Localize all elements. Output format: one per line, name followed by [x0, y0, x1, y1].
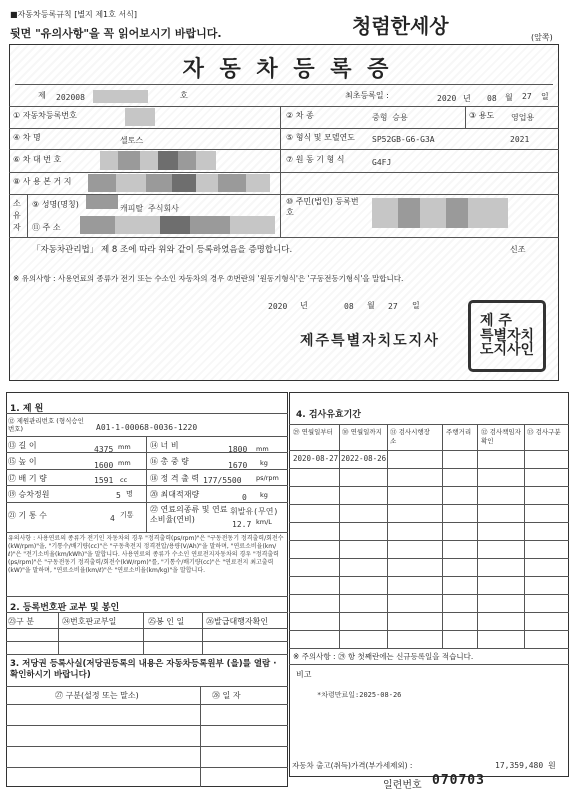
- redacted-vin-6: [196, 151, 216, 170]
- inspection-col-to: ㉚ 연월일까지: [342, 428, 382, 436]
- redacted-owner-name: [86, 195, 118, 209]
- gross-weight-value: 1670: [228, 461, 248, 470]
- height-label: ⑮ 높 이: [8, 457, 37, 466]
- reg-no-prefix: 제: [38, 91, 46, 100]
- remarks-label: 비고: [296, 670, 312, 679]
- redacted-address-5: [230, 216, 275, 234]
- redacted-location-6: [218, 174, 246, 192]
- redacted-location-5: [196, 174, 218, 192]
- redacted-resident-5: [468, 198, 494, 228]
- owner-name-label: ⑨ 성명(명칭): [32, 200, 79, 209]
- max-load-value: 0: [242, 493, 247, 502]
- inspection-col-inspector: ㉜ 검사책임자 확인: [481, 428, 521, 445]
- price-unit: 원: [548, 761, 556, 770]
- price-label: 자동차 출고(취득)가격(부가세제외) :: [292, 761, 413, 770]
- issue-month-unit: 월: [367, 301, 375, 310]
- inspection-col-type: ㉝ 검사구분: [527, 428, 561, 436]
- spec-note: 유의사항 : 사용연료의 종류가 전기인 자동차의 경우 "정격출력(ps/rpm)"은 "구동전동기 정격출력/회전수(kW/rpm)"을, "기통수/배기량(cc)"은 "구동축전지 정격전압/용량(V/Ah)"을 말하며, "연료소비율(km/ℓ)"은 "전기소비율(km/kWh)"을 말합니다. 사용연료의 종류가 수소인 연료전지자동차의 경우 "정격출력(ps/rpm)"은 "구동전동기 정격출력/회전수(kW/rpm)"를, "기통수/배기량(cc)"은 "연료전지 최고출력(kW)"을 말하며, "연료소비율(km/ℓ)"은 "연료소비율(km/kg)"을 말합니다.: [8, 535, 284, 574]
- issue-year: 2020: [268, 302, 288, 311]
- first-reg-year: 2020: [437, 94, 457, 103]
- redacted-location-7: [246, 174, 270, 192]
- redacted-vehicle-number: [125, 108, 155, 126]
- width-value: 1800: [228, 445, 248, 454]
- vehicle-reg-number-label: ① 자동차등록번호: [13, 111, 77, 120]
- inspection-col-place: ㉛ 검사시행장소: [390, 428, 430, 445]
- issue-day-unit: 일: [412, 301, 420, 310]
- vehicle-name-value: 셀토스: [120, 136, 144, 145]
- fuel-efficiency-label: ㉒ 연료의종류 및 연료소비율(연비): [150, 505, 228, 524]
- plates-col-agent: ㉖발급대행자확인: [206, 617, 269, 626]
- regulation-reference: ■자동차등록규칙 [별지 제1호 서식]: [10, 10, 137, 19]
- width-label: ⑭ 너 비: [150, 441, 179, 450]
- redacted-location-4: [172, 174, 196, 192]
- redacted-vin-3: [140, 151, 158, 170]
- vehicle-name-label: ④ 차 명: [13, 133, 41, 142]
- certification-text: 「자동차관리법」 제 8 조에 따라 위와 같이 등록하였음을 증명합니다.: [32, 245, 293, 255]
- document-title: 자 동 차 등 록 증: [182, 56, 393, 82]
- plates-col-sealed: ㉕봉 인 일: [148, 617, 185, 626]
- gross-weight-unit: kg: [260, 459, 268, 467]
- serial-number: 070703: [432, 773, 485, 788]
- redacted-vin-5: [178, 151, 196, 170]
- redacted-address-4: [190, 216, 230, 234]
- fuel-efficiency-unit: km/L: [256, 518, 272, 526]
- redacted-address-2: [115, 216, 160, 234]
- resident-number-label: ⑩ 주민(법인) 등록번호: [286, 197, 359, 217]
- address-label: ⑪ 주 소: [32, 223, 61, 232]
- length-label: ⑬ 길 이: [8, 441, 37, 450]
- redacted-location-2: [116, 174, 146, 192]
- width-unit: mm: [256, 445, 269, 453]
- new-vehicle-mark: 신조: [510, 245, 526, 254]
- length-value: 4375: [94, 445, 114, 454]
- inspection-caution: ※ 주의사항 : ㉙ 항 첫째란에는 신규등록일을 적습니다.: [293, 652, 474, 661]
- rated-power-unit: ps/rpm: [256, 474, 279, 482]
- height-unit: mm: [118, 459, 131, 467]
- vin-label: ⑥ 차 대 번 호: [13, 155, 62, 164]
- year-unit: 년: [463, 94, 471, 103]
- issuer-name: 제주특별자치도지사: [300, 333, 440, 349]
- owner-name-value: 캐피탈 주식회사: [120, 204, 179, 213]
- model-year-value: 2021: [510, 135, 530, 144]
- length-unit: mm: [118, 443, 131, 451]
- reg-no-value: 202008: [56, 93, 85, 102]
- gross-weight-label: ⑯ 총 중 량: [150, 457, 189, 466]
- spec-section-title: 1. 제 원: [10, 404, 44, 414]
- issue-day: 27: [388, 302, 398, 311]
- issue-year-unit: 년: [300, 301, 308, 310]
- engine-type-label: ⑦ 원 동 기 형 식: [286, 155, 345, 164]
- displacement-unit: cc: [120, 476, 128, 484]
- max-load-label: ⑳ 최대적재량: [150, 490, 200, 499]
- vehicle-class-value: 중형 승용: [372, 113, 408, 122]
- cylinders-value: 4: [110, 514, 115, 523]
- day-unit: 일: [541, 92, 549, 101]
- seating-value: 5: [116, 491, 121, 500]
- rated-power-value: 177/5500: [203, 476, 242, 485]
- first-reg-month: 08: [487, 94, 497, 103]
- fuel-efficiency-value: 12.7: [232, 520, 252, 529]
- brand-logo: 청렴한세상: [352, 14, 449, 38]
- usage-value: 영업용: [511, 113, 535, 122]
- remarks-value: *차령만료일:2025-08-26: [317, 691, 402, 699]
- redacted-resident-4: [446, 198, 468, 228]
- redacted-address-1: [80, 216, 115, 234]
- month-unit: 월: [505, 93, 513, 102]
- inspection-row1-to: 2022-08-26: [341, 454, 387, 463]
- front-side-label: (앞쪽): [531, 33, 553, 42]
- mortgage-col-date: ㉘ 일 자: [212, 691, 241, 700]
- plates-col-issued: ㉔번호판교부일: [62, 617, 117, 626]
- redacted-resident-6: [494, 198, 508, 228]
- inspection-col-mileage: 주행거리: [446, 428, 472, 436]
- redacted-vin-4: [158, 151, 178, 170]
- model-year-label: ⑤ 형식 및 모델연도: [286, 133, 355, 142]
- redacted-resident-2: [398, 198, 420, 228]
- seating-label: ⑲ 승차정원: [8, 490, 50, 499]
- mortgage-col-type: ㉗ 구분(설정 또는 말소): [55, 691, 139, 700]
- model-type-value: SP52GB-G6-G3A: [372, 135, 435, 144]
- base-location-label: ⑧ 사 용 본 거 지: [13, 177, 72, 186]
- rated-power-label: ⑱ 정 격 출 력: [150, 474, 200, 483]
- reg-no-suffix: 호: [180, 91, 188, 100]
- owner-label: 소유자: [13, 199, 21, 232]
- plates-col-type: ㉓구 분: [8, 617, 34, 626]
- first-reg-day: 27: [522, 92, 532, 101]
- usage-label: ③ 용도: [469, 111, 495, 120]
- engine-type-value: G4FJ: [372, 158, 392, 167]
- seating-unit: 명: [126, 490, 133, 498]
- fuel-caution: ※ 유의사항 : 사용연료의 종류가 전기 또는 수소인 자동차의 경우 ⑦번란의 '원동기형식'은 '구동전동기형식'을 말합니다.: [13, 274, 404, 283]
- seal-text: 제 주 특별자치 도지사인: [479, 312, 535, 359]
- price-value: 17,359,480: [495, 761, 544, 770]
- issue-month: 08: [344, 302, 354, 311]
- redacted-address-3: [160, 216, 190, 234]
- displacement-value: 1591: [94, 476, 114, 485]
- inspection-section-title: 4. 검사유효기간: [296, 410, 361, 420]
- inspection-col-from: ㉙ 연월일부터: [293, 428, 333, 436]
- serial-label: 일련번호: [383, 780, 422, 791]
- fuel-type-value: 휘발유(무연): [230, 507, 279, 516]
- redacted-resident-3: [420, 198, 446, 228]
- first-registration-label: 최초등록일 :: [345, 91, 389, 100]
- height-value: 1600: [94, 461, 114, 470]
- displacement-label: ⑰ 배 기 량: [8, 474, 47, 483]
- back-side-notice: 뒷면 "유의사항"을 꼭 읽어보시기 바랍니다.: [10, 27, 222, 40]
- redacted-location-1: [88, 174, 116, 192]
- mortgage-section-title: 3. 저당권 등록사실(저당권등록의 내용은 자동차등록원부 (을)를 열람 · 확인하시기 바랍니다): [10, 659, 277, 680]
- redacted-vin-1: [100, 151, 118, 170]
- official-seal: [468, 300, 546, 372]
- spec-number-label: ⑫ 제원관리번호 (형식승인번호): [8, 417, 84, 433]
- plates-section-title: 2. 등록번호판 교부 및 봉인: [10, 603, 120, 613]
- cylinders-label: ㉑ 기 통 수: [8, 511, 47, 520]
- spec-number-value: A01-1-00068-0036-1220: [96, 423, 198, 432]
- max-load-unit: kg: [260, 491, 268, 499]
- vehicle-class-label: ② 차 종: [286, 111, 314, 120]
- redacted-location-3: [146, 174, 172, 192]
- redacted-resident-1: [372, 198, 398, 228]
- redacted-vin-2: [118, 151, 140, 170]
- cylinders-unit: 기통: [120, 511, 134, 519]
- redacted-reg-no: [93, 90, 148, 103]
- inspection-row1-from: 2020-08-27: [293, 454, 339, 463]
